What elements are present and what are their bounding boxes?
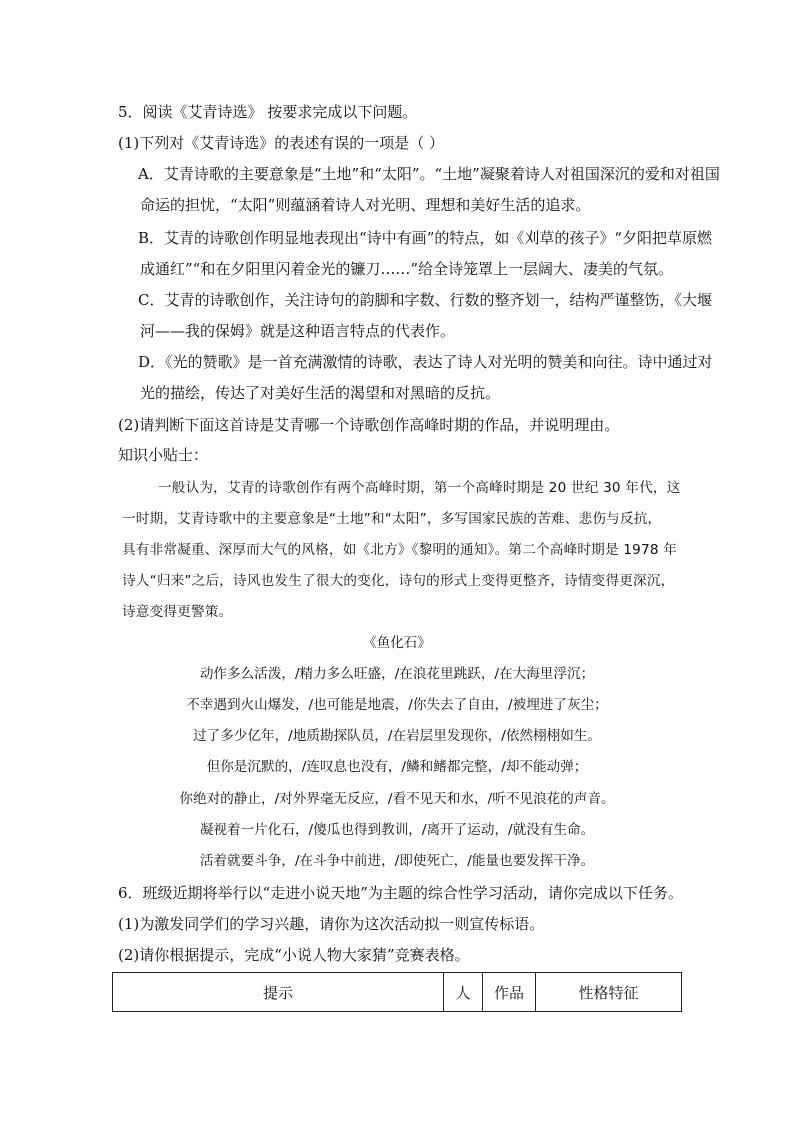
tip-paragraph-line-1: 一般认为，艾青的诗歌创作有两个高峰时期，第一个高峰时期是 20 世纪 30 年代，这 <box>158 480 681 496</box>
question-6-part-1: (1)为激发同学们的学习兴趣，请你为这次活动拟一则宣传标语。 <box>118 915 545 933</box>
poem-line: 不幸遇到火山爆发，/也可能是地震，/你失去了自由，/被埋进了灰尘； <box>186 697 608 713</box>
table-header-cell: 性格特征 <box>536 973 682 1012</box>
option-b-line-2: 成通红”“和在夕阳里闪着金光的镰刀……”给全诗笼罩上一层阔大、凄美的气氛。 <box>140 260 674 278</box>
question-6-part-2: (2)请你根据提示，完成“小说人物大家猜”竞赛表格。 <box>118 946 470 964</box>
question-5-part-1: (1)下列对《艾青诗选》的表述有误的一项是（ ） <box>118 134 445 152</box>
question-6-title: 6．班级近期将举行以“走进小说天地”为主题的综合性学习活动，请你完成以下任务。 <box>118 884 683 902</box>
poem-line: 凝视着一片化石，/傻瓜也得到教训，/离开了运动，/就没有生命。 <box>199 822 595 838</box>
tip-paragraph-line-5: 诗意变得更警策。 <box>122 604 233 620</box>
poem-line: 动作多么活泼，/精力多么旺盛，/在浪花里跳跃，/在大海里浮沉； <box>199 666 595 682</box>
question-5-title: 5．阅读《艾青诗选》 按要求完成以下问题。 <box>118 103 418 121</box>
poem-line: 活着就要斗争，/在斗争中前进，/即使死亡，/能量也要发挥干净。 <box>199 853 595 869</box>
table-header-cell: 提示 <box>113 973 444 1012</box>
tip-paragraph-line-4: 诗人“归来”之后，诗风也发生了很大的变化，诗句的形式上变得更整齐，诗情变得更深沉， <box>122 573 675 589</box>
tip-paragraph-line-3: 具有非常凝重、深厚而大气的风格，如《北方》《黎明的通知》。第二个高峰时期是 1978 年 <box>122 542 677 558</box>
poem-line: 你绝对的静止，/对外界毫无反应，/看不见天和水，/听不见浪花的声音。 <box>179 791 615 807</box>
table-header-cell: 作品 <box>483 973 536 1012</box>
question-5-part-2: (2)请判断下面这首诗是艾青哪一个诗歌创作高峰时期的作品，并说明理由。 <box>118 416 620 434</box>
option-b-line-1: B．艾青的诗歌创作明显地表现出“诗中有画”的特点，如《刈草的孩子》“夕阳把草原燃 <box>138 229 713 247</box>
poem-title: 《鱼化石》 <box>363 635 431 651</box>
poem-line: 但你是沉默的，/连叹息也没有，/鳞和鳍都完整，/却不能动弹； <box>206 759 588 775</box>
option-a-line-1: A．艾青诗歌的主要意象是“土地”和“太阳”。“土地”凝聚着诗人对祖国深沉的爱和对祖国 <box>138 165 720 183</box>
table-header-row <box>113 973 682 1012</box>
tip-paragraph-line-2: 一时期，艾青诗歌中的主要意象是“土地”和“太阳”，多写国家民族的苦难、悲伤与反抗， <box>122 511 662 527</box>
table-header-cell: 人 <box>444 973 483 1012</box>
poem-line: 过了多少亿年，/地质勘探队员，/在岩层里发现你，/依然栩栩如生。 <box>193 728 601 744</box>
option-d-line-1: D．《光的赞歌》是一首充满激情的诗歌，表达了诗人对光明的赞美和向往。诗中通过对 <box>138 353 713 371</box>
option-c-line-1: C．艾青的诗歌创作，关注诗句的韵脚和字数、行数的整齐划一，结构严谨整饬，《大堰 <box>138 291 712 309</box>
option-c-line-2: 河——我的保姆》就是这种语言特点的代表作。 <box>140 322 456 340</box>
tip-label: 知识小贴士： <box>118 446 209 464</box>
option-a-line-2: 命运的担忧，“太阳”则蕴涵着诗人对光明、理想和美好生活的追求。 <box>140 196 591 214</box>
answer-table <box>112 972 682 1012</box>
option-d-line-2: 光的描绘，传达了对美好生活的渴望和对黑暗的反抗。 <box>140 384 501 402</box>
